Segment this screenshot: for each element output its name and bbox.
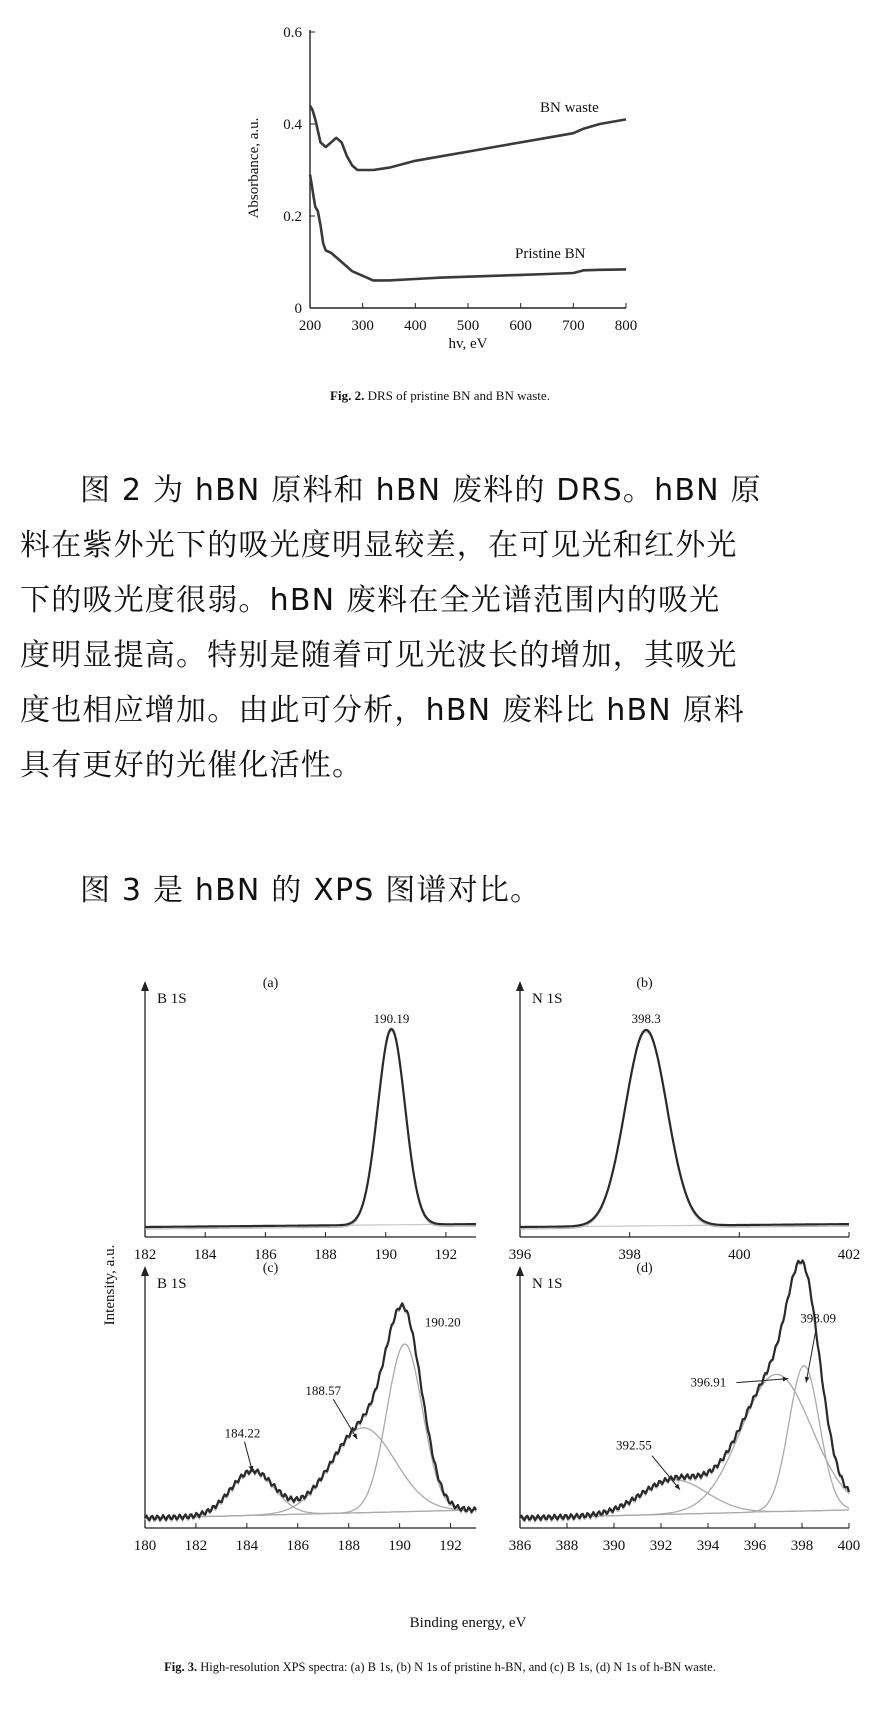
fig3-element-label: N 1S (532, 991, 563, 1007)
fig3-spectrum-line (145, 1029, 476, 1227)
fig3-y-axis-arrow (516, 981, 524, 991)
fig3-panel (509, 1260, 861, 1554)
fig3-x-tick-label: 398 (790, 1538, 814, 1554)
paragraph-1-line: 具有更好的光催化活性。 (20, 748, 364, 783)
figure-2-caption (0, 388, 880, 404)
fig3-fit-component (520, 1480, 849, 1518)
figure-2-chart (0, 0, 880, 350)
fig3-x-tick-label: 182 (184, 1538, 208, 1554)
fig2-x-tick-label: 500 (456, 318, 480, 334)
fig3-x-tick-label: 188 (314, 1247, 337, 1263)
fig2-y-tick-label: 0.2 (283, 209, 302, 225)
paragraph-1-line: 料在紫外光下的吸光度明显较差，在可见光和红外光 (20, 528, 738, 563)
fig3-fit-envelope (520, 1262, 849, 1522)
paragraph-1-line: 度明显提高。特别是随着可见光波长的增加，其吸光 (20, 638, 738, 673)
fig3-y-axis-arrow (141, 1266, 149, 1276)
fig3-panel-letter: (c) (262, 1261, 279, 1276)
fig3-peak-label: 398.3 (631, 1011, 661, 1026)
fig3-fit-envelope (145, 1031, 476, 1229)
figure-3-caption (0, 1660, 880, 1675)
fig2-series-label-waste: BN waste (540, 100, 599, 116)
figure-3-chart (0, 965, 880, 1635)
fig3-x-tick-label: 184 (193, 1247, 217, 1263)
fig3-x-tick-label: 186 (286, 1538, 310, 1554)
fig3-y-axis-arrow (141, 981, 149, 991)
fig3-peak-label: 190.20 (424, 1314, 461, 1330)
fig3-x-tick-label: 190 (388, 1538, 411, 1554)
fig3-peak-label: 184.22 (224, 1425, 261, 1441)
fig3-fit-component (145, 1425, 476, 1518)
fig2-y-tick-label: 0 (294, 301, 302, 317)
paragraph-1 (20, 463, 865, 793)
fig3-panel (134, 976, 476, 1263)
fig3-peak-label: 398.09 (800, 1310, 836, 1326)
paragraph-1-line: 图 2 为 hBN 原料和 hBN 废料的 DRS。hBN 原 (80, 473, 762, 508)
fig2-x-tick-label: 300 (351, 318, 374, 334)
fig3-fit-envelope (520, 1032, 849, 1229)
fig3-x-tick-label: 192 (439, 1538, 462, 1554)
fig3-x-tick-label: 386 (508, 1538, 532, 1554)
paragraph-1-line: 下的吸光度很弱。hBN 废料在全光谱范围内的吸光 (20, 583, 721, 618)
fig3-x-tick-label: 388 (555, 1538, 579, 1554)
fig2-x-tick-label: 600 (509, 318, 532, 334)
fig3-peak-arrow (806, 1329, 816, 1383)
fig3-x-tick-label: 184 (235, 1538, 259, 1554)
fig3-x-tick-label: 402 (837, 1247, 861, 1263)
fig3-peak-label: 190.19 (373, 1011, 410, 1026)
fig3-x-tick-label: 186 (254, 1247, 277, 1263)
fig2-y-tick-label: 0.4 (283, 117, 302, 133)
fig3-element-label: N 1S (532, 1276, 563, 1292)
paragraph-1-line: 度也相应增加。由此可分析，hBN 废料比 hBN 原料 (20, 693, 746, 728)
fig3-panel-letter: (a) (262, 976, 279, 991)
fig3-peak-label: 188.57 (305, 1383, 342, 1399)
paragraph-2: 图 3 是 hBN 的 XPS 图谱对比。 (80, 873, 542, 908)
fig3-x-tick-label: 192 (434, 1247, 458, 1263)
fig3-fit-component (520, 1374, 849, 1518)
fig3-x-tick-label: 390 (602, 1538, 626, 1554)
fig3-element-label: B 1S (157, 991, 187, 1007)
fig3-panel-letter: (d) (636, 1261, 653, 1276)
fig3-peak-arrowhead (352, 1433, 357, 1439)
fig3-fit-component (520, 1366, 849, 1518)
fig2-x-tick-label: 400 (404, 318, 427, 334)
fig3-panel (509, 976, 861, 1263)
fig3-x-label: Binding energy, eV (409, 1615, 527, 1631)
fig3-peak-label: 396.91 (690, 1374, 727, 1390)
fig2-y-tick-label: 0.6 (283, 25, 302, 41)
fig3-peak-arrowhead (805, 1377, 810, 1383)
fig2-caption-label: Fig. 2. (330, 388, 365, 403)
fig3-y-axis-arrow (516, 1266, 524, 1276)
fig2-caption-text: DRS of pristine BN and BN waste. (367, 388, 550, 403)
fig3-caption-label: Fig. 3. (164, 1660, 198, 1674)
fig3-x-tick-label: 182 (133, 1247, 157, 1263)
fig3-panel (134, 1261, 476, 1554)
fig3-spectrum-line (520, 1030, 849, 1227)
fig2-y-label: Absorbance, a.u. (246, 117, 262, 219)
fig3-element-label: B 1S (157, 1276, 187, 1292)
fig3-x-tick-label: 400 (728, 1247, 751, 1263)
fig3-x-tick-label: 180 (133, 1538, 157, 1554)
fig3-x-tick-label: 400 (837, 1538, 861, 1554)
fig3-x-tick-label: 392 (649, 1538, 673, 1554)
fig3-panel-letter: (b) (636, 976, 653, 991)
fig2-series-line-pristine (310, 175, 626, 281)
fig3-x-tick-label: 188 (337, 1538, 360, 1554)
fig3-x-tick-label: 190 (374, 1247, 397, 1263)
fig3-caption-text: High-resolution XPS spectra: (a) B 1s, (b) N 1s of pristine h-BN, and (c) B 1s, (d) N 1s of h-BN waste. (200, 1660, 716, 1674)
fig3-spectrum-line (145, 1303, 476, 1520)
fig3-x-tick-label: 396 (508, 1247, 532, 1263)
fig2-x-tick-label: 200 (298, 318, 322, 334)
fig2-x-tick-label: 700 (562, 318, 585, 334)
fig3-peak-label: 392.55 (616, 1437, 652, 1453)
fig3-peak-arrow (333, 1399, 357, 1439)
fig2-series-label-pristine: Pristine BN (515, 246, 586, 262)
fig3-x-tick-label: 396 (743, 1538, 767, 1554)
fig3-x-tick-label: 398 (618, 1247, 641, 1263)
fig2-x-label: hv, eV (448, 336, 488, 350)
fig2-x-tick-label: 800 (614, 318, 638, 334)
fig3-x-tick-label: 394 (696, 1538, 720, 1554)
fig3-y-label: Intensity, a.u. (102, 1244, 118, 1326)
